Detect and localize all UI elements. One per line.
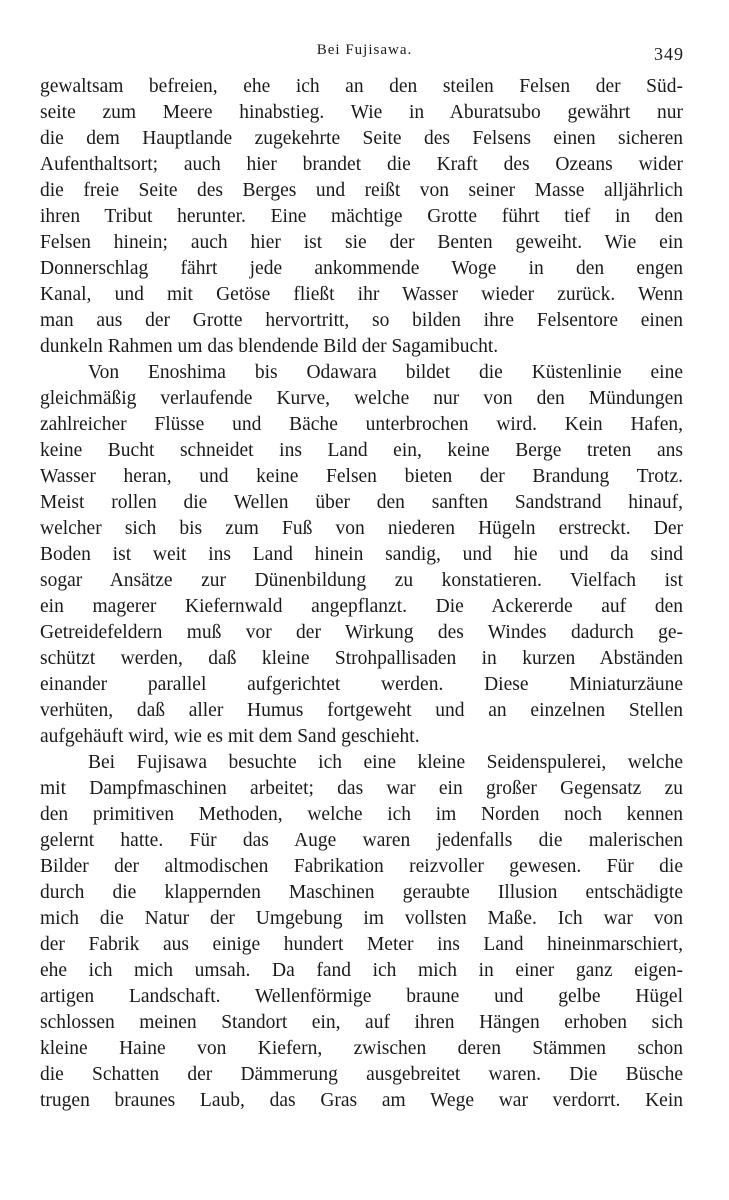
- text-line: gelernt hatte. Für das Auge waren jedenfalls die malerischen: [40, 830, 683, 851]
- text-line: Bilder der altmodischen Fabrikation reizvoller gewesen. Für die: [40, 856, 683, 877]
- text-line: Felsen hinein; auch hier ist sie der Benten geweiht. Wie ein: [40, 232, 683, 253]
- text-line: ehe ich mich umsah. Da fand ich mich in einer ganz eigen-: [40, 960, 683, 981]
- text-line: die freie Seite des Berges und reißt von seiner Masse alljährlich: [40, 180, 683, 201]
- text-line: ein magerer Kiefernwald angepflanzt. Die Ackererde auf den: [40, 596, 683, 617]
- text-line: dunkeln Rahmen um das blendende Bild der Sagamibucht.: [40, 336, 499, 357]
- text-line: schützt werden, daß kleine Strohpallisaden in kurzen Abständen: [40, 648, 683, 669]
- text-line: Von Enoshima bis Odawara bildet die Küstenlinie eine: [88, 362, 683, 383]
- text-line: verhüten, daß aller Humus fortgeweht und an einzelnen Stellen: [40, 700, 683, 721]
- text-line: artigen Landschaft. Wellenförmige braune und gelbe Hügel: [40, 986, 683, 1007]
- text-line: zahlreicher Flüsse und Bäche unterbrochen wird. Kein Hafen,: [40, 414, 683, 435]
- text-line: gleichmäßig verlaufende Kurve, welche nur von den Mündungen: [40, 388, 683, 409]
- text-line: ihren Tribut herunter. Eine mächtige Grotte führt tief in den: [40, 206, 683, 227]
- paragraph-2: [40, 360, 683, 750]
- text-line: Getreidefeldern muß vor der Wirkung des Windes dadurch ge-: [40, 622, 683, 643]
- text-line: einander parallel aufgerichtet werden. Diese Miniaturzäune: [40, 674, 683, 695]
- text-line: Meist rollen die Wellen über den sanften Sandstrand hinauf,: [40, 492, 683, 513]
- running-head: [0, 40, 729, 64]
- text-line: Wasser heran, und keine Felsen bieten der Brandung Trotz.: [40, 466, 683, 487]
- text-line: kleine Haine von Kiefern, zwischen deren Stämmen schon: [40, 1038, 683, 1059]
- text-line: man aus der Grotte hervortritt, so bilden ihre Felsentore einen: [40, 310, 683, 331]
- text-line: den primitiven Methoden, welche ich im Norden noch kennen: [40, 804, 683, 825]
- text-line: die dem Hauptlande zugekehrte Seite des Felsens einen sicheren: [40, 128, 683, 149]
- text-line: schlossen meinen Standort ein, auf ihren Hängen erhoben sich: [40, 1012, 683, 1033]
- text-line: gewaltsam befreien, ehe ich an den steilen Felsen der Süd-: [40, 76, 683, 97]
- text-line: Donnerschlag fährt jede ankommende Woge in den engen: [40, 258, 683, 279]
- running-title: Bei Fujisawa.: [316, 42, 413, 58]
- paragraph-1: [40, 74, 683, 360]
- text-line: keine Bucht schneidet ins Land ein, keine Berge treten ans: [40, 440, 683, 461]
- page-number: 349: [654, 44, 684, 64]
- text-line: Boden ist weit ins Land hinein sandig, und hie und da sind: [40, 544, 683, 565]
- text-line: mit Dampfmaschinen arbeitet; das war ein großer Gegensatz zu: [40, 778, 683, 799]
- text-line: Bei Fujisawa besuchte ich eine kleine Seidenspulerei, welche: [88, 752, 683, 773]
- text-line: welcher sich bis zum Fuß von niederen Hügeln erstreckt. Der: [40, 518, 683, 539]
- text-line: mich die Natur der Umgebung im vollsten Maße. Ich war von: [40, 908, 683, 929]
- text-line: seite zum Meere hinabstieg. Wie in Aburatsubo gewährt nur: [40, 102, 683, 123]
- text-line: der Fabrik aus einige hundert Meter ins Land hineinmarschiert,: [40, 934, 683, 955]
- text-line: sogar Ansätze zur Dünenbildung zu konstatieren. Vielfach ist: [40, 570, 683, 591]
- paragraph-3: [40, 750, 683, 1114]
- text-line: durch die klappernden Maschinen geraubte Illusion entschädigte: [40, 882, 683, 903]
- text-body: [40, 74, 683, 1114]
- text-line: Kanal, und mit Getöse fließt ihr Wasser wieder zurück. Wenn: [40, 284, 683, 305]
- text-line: trugen braunes Laub, das Gras am Wege war verdorrt. Kein: [40, 1090, 683, 1111]
- text-line: Aufenthaltsort; auch hier brandet die Kraft des Ozeans wider: [40, 154, 683, 175]
- text-line: aufgehäuft wird, wie es mit dem Sand geschieht.: [40, 726, 420, 747]
- text-line: die Schatten der Dämmerung ausgebreitet waren. Die Büsche: [40, 1064, 683, 1085]
